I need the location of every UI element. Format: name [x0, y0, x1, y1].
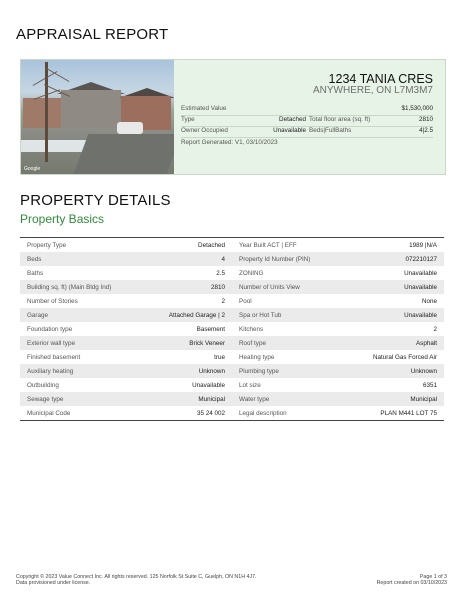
field-value: 6351 [422, 381, 437, 389]
field-label: Spa or Hot Tub [239, 311, 282, 319]
field-label: Foundation type [27, 325, 73, 333]
field-label: Baths [27, 269, 44, 277]
section-title: PROPERTY DETAILS [20, 192, 171, 209]
field-label: Property Id Number (PIN) [239, 255, 311, 263]
table-cell-left [20, 280, 232, 294]
table-cell-left [20, 406, 232, 420]
table-row [20, 406, 444, 420]
table-cell-left [20, 252, 232, 266]
field-value: 35 24 002 [196, 409, 225, 417]
table-row [20, 336, 444, 350]
table-cell-left [20, 392, 232, 406]
field-value: None [421, 297, 437, 305]
table-cell-right [232, 238, 444, 252]
beds-baths-label: Beds|FullBaths [309, 127, 352, 134]
table-cell-left [20, 378, 232, 392]
table-row [20, 350, 444, 364]
summary-info [174, 60, 445, 174]
table-row [20, 266, 444, 280]
field-value: 2.5 [216, 269, 225, 277]
table-cell-right [232, 280, 444, 294]
table-cell-left [20, 266, 232, 280]
table-cell-left [20, 308, 232, 322]
table-cell-right [232, 308, 444, 322]
field-label: Roof type [239, 339, 266, 347]
section-subtitle: Property Basics [20, 212, 105, 226]
field-value: Unavailable [192, 381, 225, 389]
type-value: Detached [279, 116, 306, 123]
field-value: Municipal [198, 395, 225, 403]
property-summary-card [20, 59, 446, 175]
field-value: 072210127 [405, 255, 437, 263]
property-photo [21, 60, 174, 174]
table-cell-right [232, 378, 444, 392]
field-value: 1989 |N/A [409, 241, 437, 249]
field-label: Plumbing type [239, 367, 279, 375]
address-line-1: 1234 TANIA CRES [328, 72, 433, 86]
table-row [20, 322, 444, 336]
table-row [20, 364, 444, 378]
field-value: 2 [433, 325, 437, 333]
estimated-value-label: Estimated Value [181, 105, 227, 112]
report-generated: Report Generated: V1, 03/10/2023 [181, 139, 278, 146]
estimated-value: $1,530,000 [401, 105, 433, 112]
field-value: 2 [221, 297, 225, 305]
field-label: Year Built ACT | EFF [239, 241, 297, 249]
field-value: Unknown [198, 367, 225, 375]
field-value: Unavailable [404, 283, 437, 291]
field-label: Exterior wall type [27, 339, 75, 347]
table-cell-left [20, 294, 232, 308]
field-value: true [214, 353, 225, 361]
footer-copyright [16, 574, 257, 586]
table-cell-right [232, 322, 444, 336]
table-row [20, 308, 444, 322]
table-cell-right [232, 392, 444, 406]
floor-area-value: 2810 [418, 116, 433, 123]
field-label: Auxiliary heating [27, 367, 74, 375]
field-value: Natural Gas Forced Air [372, 353, 437, 361]
field-label: Heating type [239, 353, 275, 361]
field-value: Unavailable [404, 311, 437, 319]
table-row [20, 378, 444, 392]
floor-area-label: Total floor area (sq. ft) [309, 116, 371, 123]
footer-page-info [377, 574, 447, 586]
footer-line-1: Copyright © 2023 Value Connect Inc. All rights reserved. 125 Norfolk St Suite C, Guelph, ON N1H 4J7. [16, 574, 257, 580]
address-line-2: ANYWHERE, ON L7M3M7 [312, 85, 433, 96]
table-cell-right [232, 364, 444, 378]
table-cell-left [20, 364, 232, 378]
table-cell-left [20, 336, 232, 350]
beds-baths-value: 4|2.5 [419, 127, 433, 134]
table-row [20, 252, 444, 266]
field-value: Detached [198, 241, 225, 249]
table-cell-left [20, 322, 232, 336]
footer-page: Page 1 of 3 [419, 574, 447, 580]
field-label: Building sq. ft) (Main Bldg Ind) [27, 283, 112, 291]
table-row [20, 392, 444, 406]
field-value: 2810 [210, 283, 225, 291]
field-label: Lot size [239, 381, 261, 389]
owner-occupied-value: Unavailable [273, 127, 306, 134]
field-label: Legal description [239, 409, 287, 417]
field-label: Outbuilding [27, 381, 59, 389]
type-label: Type [181, 116, 195, 123]
field-label: Water type [239, 395, 270, 403]
field-value: 4 [221, 255, 225, 263]
table-cell-left [20, 350, 232, 364]
footer-created: Report created on 03/10/2023 [376, 580, 447, 586]
field-label: Number of Units View [239, 283, 300, 291]
field-label: Garage [27, 311, 49, 319]
field-label: Pool [239, 297, 252, 305]
table-cell-left [20, 238, 232, 252]
field-label: Property Type [27, 241, 67, 249]
field-value: PLAN M441 LOT 75 [380, 409, 437, 417]
table-row [20, 238, 444, 252]
field-value: Attached Garage | 2 [168, 311, 225, 319]
field-value: Asphalt [415, 339, 437, 347]
field-value: Basement [196, 325, 225, 333]
photo-credit: Google [24, 166, 41, 172]
table-row [20, 280, 444, 294]
field-value: Unavailable [404, 269, 437, 277]
property-basics-table [20, 237, 444, 421]
field-label: ZONING [239, 269, 264, 277]
table-cell-right [232, 294, 444, 308]
field-value: Municipal [410, 395, 437, 403]
table-cell-right [232, 336, 444, 350]
report-title: APPRAISAL REPORT [16, 26, 169, 43]
field-value: Brick Veneer [189, 339, 225, 347]
table-cell-right [232, 350, 444, 364]
owner-occupied-label: Owner Occupied [181, 127, 228, 134]
table-cell-right [232, 252, 444, 266]
field-label: Beds [27, 255, 42, 263]
field-value: Unknown [410, 367, 437, 375]
field-label: Finished basement [27, 353, 81, 361]
field-label: Number of Stories [27, 297, 78, 305]
field-label: Sewage type [27, 395, 64, 403]
table-row [20, 294, 444, 308]
field-label: Kitchens [239, 325, 264, 333]
table-cell-right [232, 406, 444, 420]
field-label: Municipal Code [27, 409, 71, 417]
table-cell-right [232, 266, 444, 280]
footer-line-2: Data provisioned under license. [16, 580, 91, 586]
